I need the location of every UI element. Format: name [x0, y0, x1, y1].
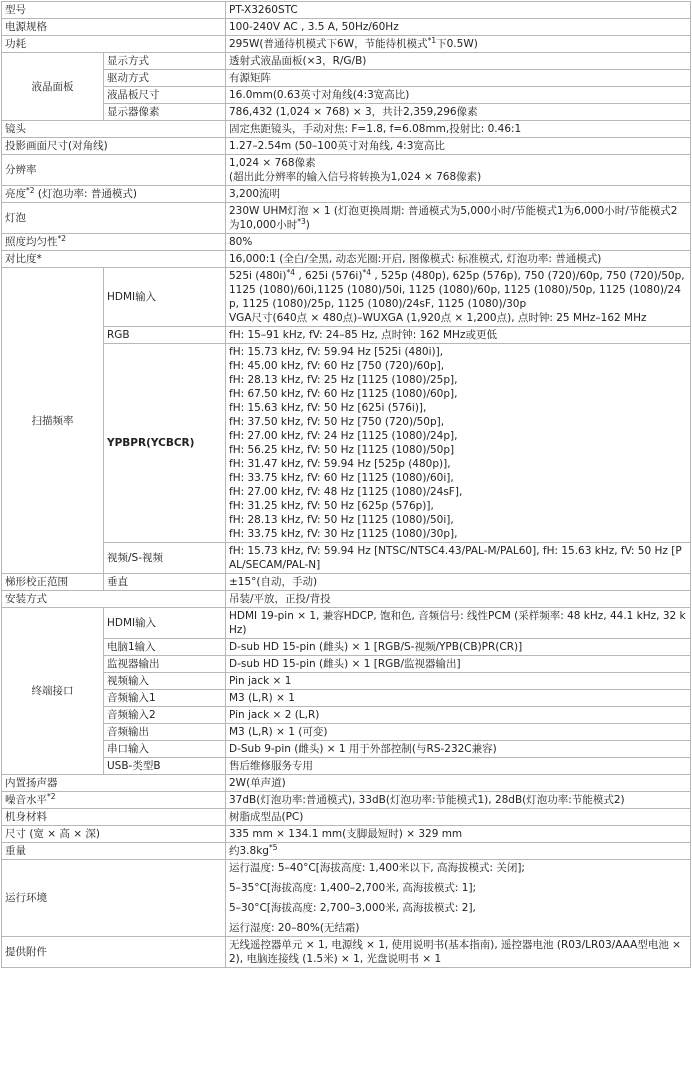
- value-power-supply: 100-240V AC , 3.5 A, 50Hz/60Hz: [226, 19, 691, 36]
- ypbpr-line: fH: 33.75 kHz, fV: 60 Hz [1125 (1080)/60i],: [229, 472, 454, 484]
- label-lens: 镜头: [2, 121, 226, 138]
- environment-line: 5–30°C[海拔高度: 2,700–3,000米, 高海拔模式: 2],: [229, 902, 476, 914]
- value-scan-ypbpr: [226, 344, 691, 543]
- value-install: 吊装/平放，正投/背投: [226, 591, 691, 608]
- lamp-text-b: ): [305, 219, 310, 231]
- value-brightness: 3,200流明: [226, 186, 691, 203]
- label-term-serial: 串口输入: [104, 741, 226, 758]
- row-power-consumption: [2, 36, 691, 53]
- label-power-consumption: 功耗: [2, 36, 226, 53]
- footnote-mark: *2: [26, 186, 35, 195]
- footnote-mark: *1: [427, 36, 437, 45]
- row-lens: [2, 121, 691, 138]
- value-term-monitor: D-sub HD 15-pin (雌头) × 1 [RGB/监视器输出]: [226, 656, 691, 673]
- label-environment: 运行环境: [2, 860, 226, 937]
- value-term-usb: 售后维修服务专用: [226, 758, 691, 775]
- row-install: [2, 591, 691, 608]
- value-material: 树脂成型品(PC): [226, 809, 691, 826]
- value-accessories: 无线遥控器单元 × 1, 电源线 × 1, 使用说明书(基本指南), 遥控器电池 (R03/LR03/AAA型电池 × 2), 电脑连接线 (1.5米) × 1, 光盘说明书 × 1: [226, 937, 691, 968]
- label-noise: [2, 792, 226, 809]
- noise-label: 噪音水平: [5, 794, 47, 806]
- row-term-serial: [2, 741, 691, 758]
- ypbpr-line: fH: 27.00 kHz, fV: 24 Hz [1125 (1080)/24p],: [229, 430, 458, 442]
- row-term-monitor: [2, 656, 691, 673]
- value-lamp: [226, 203, 691, 234]
- row-term-pc1: [2, 639, 691, 656]
- row-material: [2, 809, 691, 826]
- label-scan-video: 视频/S-视频: [104, 543, 226, 574]
- row-screen-size: [2, 138, 691, 155]
- label-keystone: 梯形校正范围: [2, 574, 104, 591]
- label-lamp: 灯泡: [2, 203, 226, 234]
- value-drive-method: 有源矩阵: [226, 70, 691, 87]
- value-scan-video: fH: 15.73 kHz, fV: 59.94 Hz [NTSC/NTSC4.43/PAL-M/PAL60], fH: 15.63 kHz, fV: 50 Hz [PAL/SECAM/PAL-N]: [226, 543, 691, 574]
- label-resolution: 分辨率: [2, 155, 226, 186]
- label-term-audio-out: 音频输出: [104, 724, 226, 741]
- row-term-audio2: [2, 707, 691, 724]
- row-lcd-drive-method: [2, 70, 691, 87]
- row-lamp: [2, 203, 691, 234]
- label-weight: 重量: [2, 843, 226, 860]
- resolution-line: 1,024 × 768像素: [229, 157, 316, 169]
- ypbpr-line: fH: 31.25 kHz, fV: 50 Hz [625p (576p)],: [229, 500, 434, 512]
- label-brightness: [2, 186, 226, 203]
- value-pixels: 786,432 (1,024 × 768) × 3，共计2,359,296像素: [226, 104, 691, 121]
- value-term-hdmi: HDMI 19-pin × 1, 兼容HDCP, 饱和色, 音频信号: 线性PCM (采样频率: 48 kHz, 44.1 kHz, 32 kHz): [226, 608, 691, 639]
- label-scan-rgb: RGB: [104, 327, 226, 344]
- footnote-mark: *2: [47, 792, 56, 801]
- row-lcd-panel-size: [2, 87, 691, 104]
- label-material: 机身材料: [2, 809, 226, 826]
- scan-hdmi-text-3: , 525p (480p), 625p (576p), 750 (720)/60p, 750 (720)/50p, 1125 (1080)/60i,1125 (1080)/50i, 1125 (1080)/60p, 1125 (1080)/50p, 1125 (1080)/24p, 1125 (1080)/25p, 1125 (1080)/24sF, 1125 (1080)/30p: [229, 270, 685, 310]
- value-term-video: Pin jack × 1: [226, 673, 691, 690]
- brightness-label-b: (灯泡功率: 普通模式): [34, 188, 137, 200]
- row-term-hdmi: [2, 608, 691, 639]
- value-uniformity: 80%: [226, 234, 691, 251]
- row-dimensions: [2, 826, 691, 843]
- label-dimensions: 尺寸 (宽 × 高 × 深): [2, 826, 226, 843]
- label-scan-frequency: 扫描频率: [2, 268, 104, 574]
- environment-line: 运行湿度: 20–80%(无结霜): [229, 922, 360, 934]
- label-term-hdmi: HDMI输入: [104, 608, 226, 639]
- ypbpr-line: fH: 45.00 kHz, fV: 60 Hz [750 (720)/60p],: [229, 360, 445, 372]
- label-term-pc1: 电脑1输入: [104, 639, 226, 656]
- ypbpr-line: fH: 28.13 kHz, fV: 25 Hz [1125 (1080)/25p],: [229, 374, 458, 386]
- row-scan-ypbpr: [2, 344, 691, 543]
- row-speaker: [2, 775, 691, 792]
- row-keystone: [2, 574, 691, 591]
- row-contrast: [2, 251, 691, 268]
- label-accessories: 提供附件: [2, 937, 226, 968]
- ypbpr-line: fH: 37.50 kHz, fV: 50 Hz [750 (720)/50p],: [229, 416, 445, 428]
- label-scan-hdmi: HDMI输入: [104, 268, 226, 327]
- scan-hdmi-text-2: , 625i (576i): [294, 270, 363, 282]
- power-consumption-text-b: 下0.5W): [436, 38, 478, 50]
- uniformity-label: 照度均匀性: [5, 236, 58, 248]
- row-term-audio1: [2, 690, 691, 707]
- weight-text: 约3.8kg: [229, 845, 269, 857]
- label-scan-ypbpr: YPBPR(YCBCR): [104, 344, 226, 543]
- row-power-supply: [2, 19, 691, 36]
- label-lcd-panel: 液晶面板: [2, 53, 104, 121]
- label-keystone-vertical: 垂直: [104, 574, 226, 591]
- ypbpr-line: fH: 56.25 kHz, fV: 50 Hz [1125 (1080)/50p]: [229, 444, 455, 456]
- row-accessories: [2, 937, 691, 968]
- ypbpr-line: fH: 27.00 kHz, fV: 48 Hz [1125 (1080)/24sF],: [229, 486, 463, 498]
- row-scan-rgb: [2, 327, 691, 344]
- row-scan-video: [2, 543, 691, 574]
- footnote-mark: *2: [57, 234, 67, 243]
- row-resolution: [2, 155, 691, 186]
- label-terminals: 终端接口: [2, 608, 104, 775]
- row-environment: [2, 860, 691, 937]
- row-term-usb: [2, 758, 691, 775]
- value-panel-size: 16.0mm(0.63英寸对角线(4:3宽高比): [226, 87, 691, 104]
- ypbpr-line: fH: 15.73 kHz, fV: 59.94 Hz [525i (480i)],: [229, 346, 444, 358]
- footnote-mark: *5: [268, 843, 278, 852]
- value-term-audio2: Pin jack × 2 (L,R): [226, 707, 691, 724]
- value-term-pc1: D-sub HD 15-pin (雌头) × 1 [RGB/S-视频/YPB(CB)PR(CR)]: [226, 639, 691, 656]
- value-term-serial: D-Sub 9-pin (雌头) × 1 用于外部控制(与RS-232C兼容): [226, 741, 691, 758]
- value-contrast: 16,000:1 (全白/全黑, 动态光圈:开启, 图像模式: 标准模式, 灯泡功率: 普通模式): [226, 251, 691, 268]
- lamp-text-a: 230W UHM灯泡 × 1 (灯泡更换周期: 普通模式为5,000小时/节能模式1为6,000小时/节能模式2为10,000小时: [229, 205, 678, 231]
- row-noise: [2, 792, 691, 809]
- power-consumption-text-a: 295W(普通待机模式下6W，节能待机模式: [229, 38, 428, 50]
- value-resolution: [226, 155, 691, 186]
- label-model: 型号: [2, 2, 226, 19]
- row-term-audio-out: [2, 724, 691, 741]
- value-dimensions: 335 mm × 134.1 mm(支脚最短时) × 329 mm: [226, 826, 691, 843]
- row-brightness: [2, 186, 691, 203]
- footnote-mark: *4: [362, 268, 371, 277]
- ypbpr-line: fH: 28.13 kHz, fV: 50 Hz [1125 (1080)/50i],: [229, 514, 454, 526]
- label-install: 安装方式: [2, 591, 226, 608]
- label-term-audio1: 音频输入1: [104, 690, 226, 707]
- label-panel-size: 液晶板尺寸: [104, 87, 226, 104]
- row-scan-hdmi: [2, 268, 691, 327]
- value-lens: 固定焦距镜头，手动对焦: F=1.8, f=6.08mm,投射比: 0.46:1: [226, 121, 691, 138]
- resolution-line: (超出此分辨率的输入信号将转换为1,024 × 768像素): [229, 171, 482, 183]
- footnote-mark: *4: [286, 268, 295, 277]
- row-uniformity: [2, 234, 691, 251]
- label-drive-method: 驱动方式: [104, 70, 226, 87]
- row-model: [2, 2, 691, 19]
- ypbpr-line: fH: 67.50 kHz, fV: 60 Hz [1125 (1080)/60p],: [229, 388, 458, 400]
- value-scan-rgb: fH: 15–91 kHz, fV: 24–85 Hz, 点时钟: 162 MHz或更低: [226, 327, 691, 344]
- scan-hdmi-text-4: VGA尺寸(640点 × 480点)–WUXGA (1,920点 × 1,200点), 点时钟: 25 MHz–162 MHz: [229, 312, 647, 324]
- ypbpr-line: fH: 31.47 kHz, fV: 59.94 Hz [525p (480p)],: [229, 458, 451, 470]
- value-screen-size: 1.27–2.54m (50–100英寸对角线, 4:3宽高比: [226, 138, 691, 155]
- label-term-usb: USB-类型B: [104, 758, 226, 775]
- value-model: PT-X3260STC: [226, 2, 691, 19]
- label-screen-size: 投影画面尺寸(对角线): [2, 138, 226, 155]
- environment-line: 5–35°C[海拔高度: 1,400–2,700米, 高海拔模式: 1];: [229, 882, 477, 894]
- row-lcd-display-method: [2, 53, 691, 70]
- label-contrast: 对比度*: [2, 251, 226, 268]
- footnote-mark: *3: [297, 217, 306, 226]
- value-term-audio1: M3 (L,R) × 1: [226, 690, 691, 707]
- ypbpr-line: fH: 33.75 kHz, fV: 30 Hz [1125 (1080)/30p],: [229, 528, 458, 540]
- label-pixels: 显示器像素: [104, 104, 226, 121]
- value-speaker: 2W(单声道): [226, 775, 691, 792]
- value-scan-hdmi: [226, 268, 691, 327]
- spec-table: [1, 1, 691, 968]
- ypbpr-line: fH: 15.63 kHz, fV: 50 Hz [625i (576i)],: [229, 402, 427, 414]
- label-term-audio2: 音频输入2: [104, 707, 226, 724]
- value-environment: [226, 860, 691, 937]
- label-display-method: 显示方式: [104, 53, 226, 70]
- row-term-video: [2, 673, 691, 690]
- value-keystone: ±15°(自动，手动): [226, 574, 691, 591]
- brightness-label-a: 亮度: [5, 188, 26, 200]
- value-weight: [226, 843, 691, 860]
- value-power-consumption: [226, 36, 691, 53]
- value-term-audio-out: M3 (L,R) × 1 (可变): [226, 724, 691, 741]
- row-weight: [2, 843, 691, 860]
- value-noise: 37dB(灯泡功率:普通模式), 33dB(灯泡功率:节能模式1), 28dB(灯泡功率:节能模式2): [226, 792, 691, 809]
- scan-hdmi-text-1: 525i (480i): [229, 270, 287, 282]
- label-term-video: 视频输入: [104, 673, 226, 690]
- environment-line: 运行温度: 5–40°C[海拔高度: 1,400米以下, 高海拔模式: 关闭];: [229, 862, 525, 874]
- value-display-method: 透射式液晶面板(×3，R/G/B): [226, 53, 691, 70]
- row-lcd-pixels: [2, 104, 691, 121]
- label-power-supply: 电源规格: [2, 19, 226, 36]
- label-uniformity: [2, 234, 226, 251]
- label-term-monitor: 监视器输出: [104, 656, 226, 673]
- label-speaker: 内置扬声器: [2, 775, 226, 792]
